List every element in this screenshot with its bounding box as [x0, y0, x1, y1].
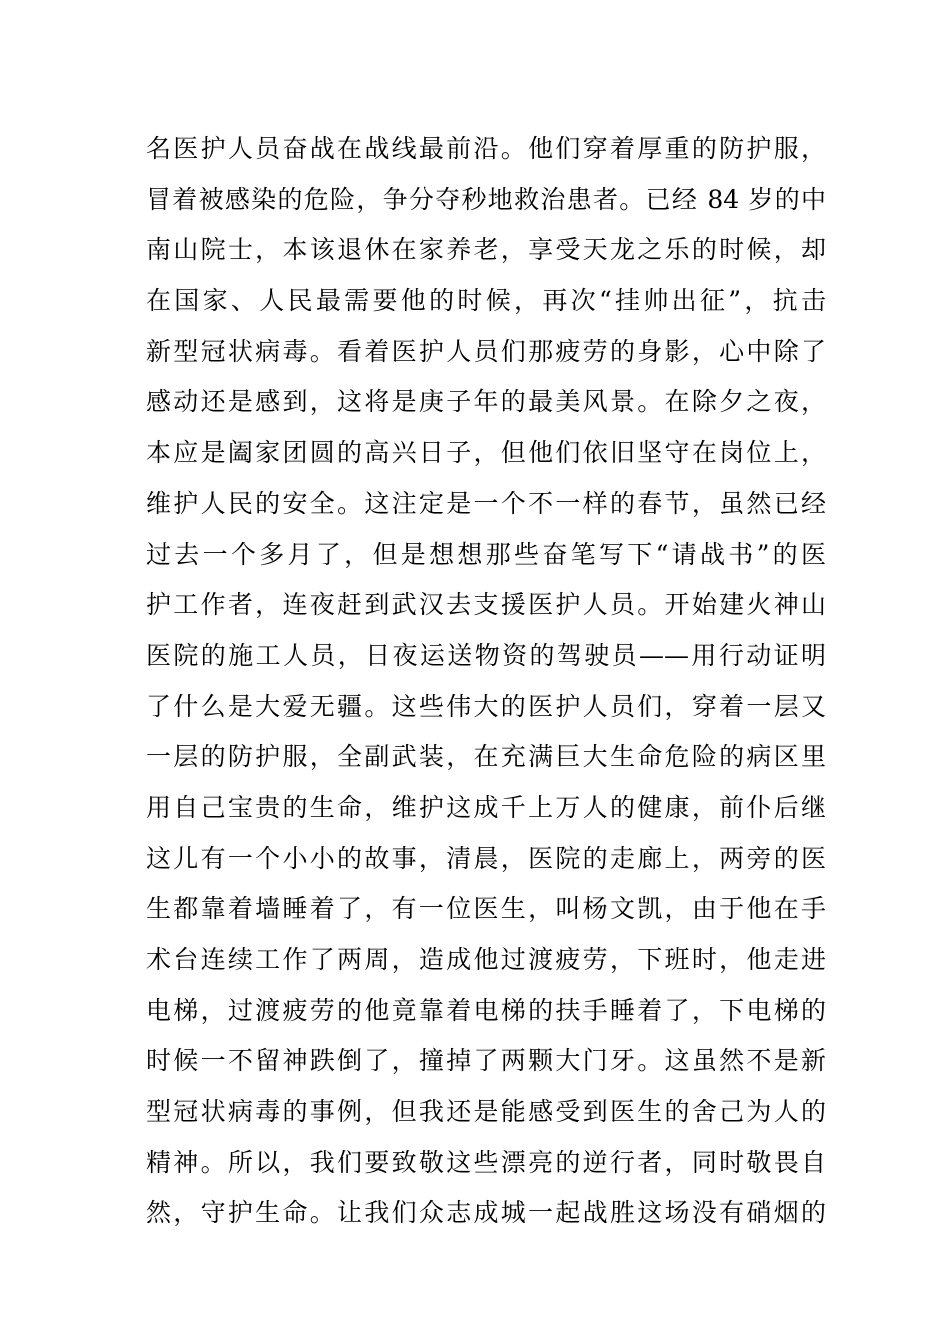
text-line: 型冠状病毒的事例，但我还是能感受到医生的舍己为人的 — [146, 1097, 826, 1127]
text-line: 一层的防护服，全副武装，在充满巨大生命危险的病区里 — [146, 742, 826, 772]
text-line: 名医护人员奋战在战线最前沿。他们穿着厚重的防护服， — [146, 134, 826, 163]
text-line: 这儿有一个小小的故事，清晨，医院的走廊上，两旁的医 — [146, 843, 826, 873]
text-line: 新型冠状病毒。看着医护人员们那疲劳的身影，心中除了 — [146, 336, 826, 366]
text-line: 维护人民的安全。这注定是一个不一样的春节，虽然已经 — [146, 488, 826, 518]
text-line: 过去一个多月了，但是想想那些奋笔写下“请战书”的医 — [146, 539, 826, 569]
text-line: 然，守护生命。让我们众志成城一起战胜这场没有硝烟的 — [146, 1198, 826, 1228]
text-line: 术台连续工作了两周，造成他过渡疲劳，下班时，他走进 — [146, 945, 826, 974]
body-paragraph — [146, 124, 826, 1239]
text-line: 在国家、人民最需要他的时候，再次“挂帅出征”，抗击 — [146, 286, 826, 316]
text-line: 了什么是大爱无疆。这些伟大的医护人员们，穿着一层又 — [146, 691, 826, 721]
text-line: 生都靠着墙睡着了，有一位医生，叫杨文凯，由于他在手 — [146, 894, 826, 924]
text-line: 医院的施工人员，日夜运送物资的驾驶员——用行动证明 — [146, 640, 826, 670]
text-line: 护工作者，连夜赶到武汉去支援医护人员。开始建火神山 — [146, 590, 826, 620]
text-line: 冒着被感染的危险，争分夺秒地救治患者。已经 84 岁的中 — [146, 184, 826, 214]
text-line: 用自己宝贵的生命，维护这成千上万人的健康，前仆后继 — [146, 792, 826, 822]
text-line: 南山院士，本该退休在家养老，享受天龙之乐的时候，却 — [146, 235, 826, 265]
text-line: 感动还是感到，这将是庚子年的最美风景。在除夕之夜， — [146, 387, 826, 417]
text-line: 电梯，过渡疲劳的他竟靠着电梯的扶手睡着了，下电梯的 — [146, 995, 826, 1025]
text-line: 时候一不留神跌倒了，撞掉了两颗大门牙。这虽然不是新 — [146, 1046, 826, 1076]
text-line: 精神。所以，我们要致敬这些漂亮的逆行者，同时敬畏自 — [146, 1147, 826, 1177]
text-line: 本应是阖家团圆的高兴日子，但他们依旧坚守在岗位上， — [146, 438, 826, 468]
